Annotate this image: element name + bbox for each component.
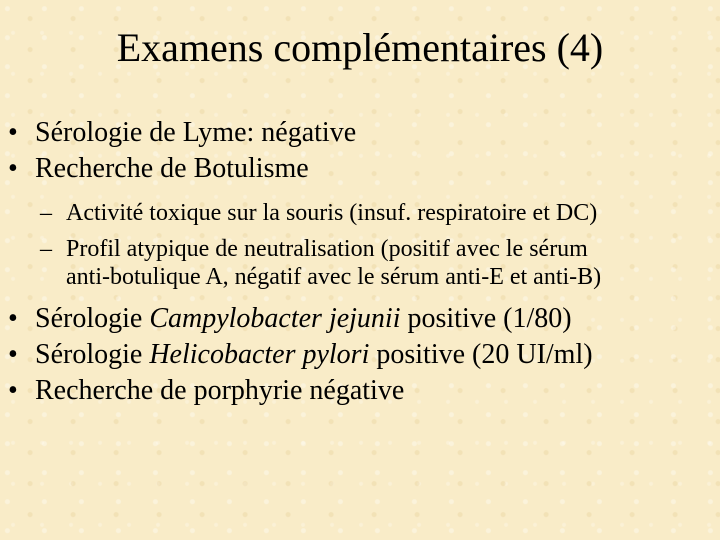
sub-item-activite-toxique — [0, 199, 720, 227]
sub-item-text-line-1: Profil atypique de neutralisation (positif avec le sérum — [66, 236, 588, 262]
bullet-text: Recherche de porphyrie négative — [35, 375, 405, 406]
bullet-icon: • — [8, 117, 18, 148]
bullet-text-prefix: Sérologie — [35, 303, 150, 334]
dash-icon: – — [40, 236, 52, 262]
bullet-text: Recherche de Botulisme — [35, 153, 309, 184]
botulisme-sub-list — [0, 199, 720, 291]
bullet-botulisme — [0, 151, 720, 187]
slide-content — [0, 115, 720, 409]
sub-item-text: Activité toxique sur la souris (insuf. respiratoire et DC) — [66, 200, 598, 226]
bullet-porphyrie — [0, 373, 720, 409]
bullet-text-prefix: Sérologie — [35, 339, 150, 370]
bullet-icon: • — [8, 339, 18, 370]
bullet-text-suffix: positive (20 UI/ml) — [369, 339, 593, 370]
bullet-text-suffix: positive (1/80) — [400, 303, 572, 334]
bullet-lyme — [0, 115, 720, 151]
bullet-text-organism: Campylobacter jejunii — [149, 303, 401, 334]
sub-item-text-line-2: anti-botulique A, négatif avec le sérum anti-E et anti-B) — [66, 264, 602, 290]
bullet-helicobacter — [0, 337, 720, 373]
dash-icon: – — [40, 200, 52, 226]
bullet-campylobacter — [0, 301, 720, 337]
slide-title: Examens complémentaires (4) — [116, 25, 604, 70]
bullet-icon: • — [8, 153, 18, 184]
sub-item-profil-atypique — [0, 235, 720, 291]
bullet-icon: • — [8, 375, 18, 406]
bullet-text: Sérologie de Lyme: négative — [35, 117, 357, 148]
bullet-icon: • — [8, 303, 18, 334]
bullet-text-organism: Helicobacter pylori — [149, 339, 370, 370]
